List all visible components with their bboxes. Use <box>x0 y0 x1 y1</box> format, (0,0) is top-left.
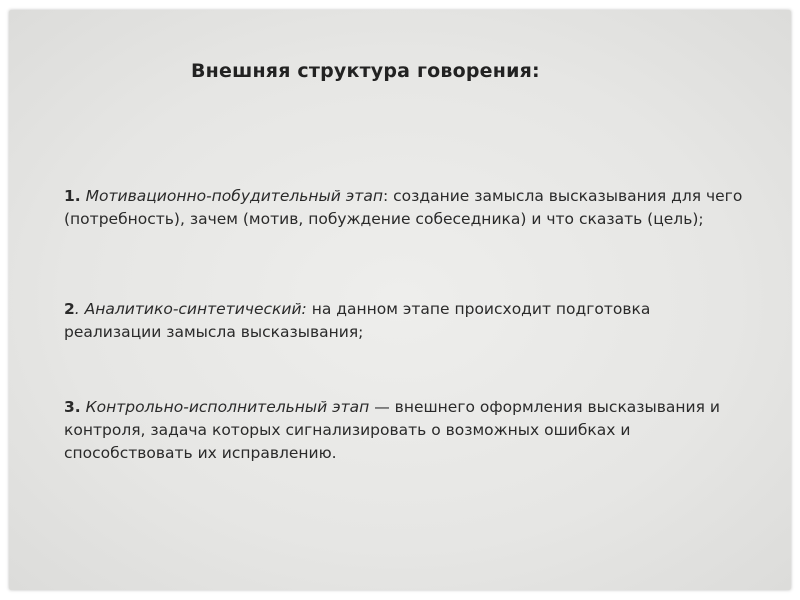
slide <box>9 10 791 590</box>
item-number: 3. <box>64 398 81 416</box>
item-text: — внешнего оформления высказывания и контроля, задача которых сигнализировать о возможных ошибках и способствовать их исправлению. <box>64 398 720 462</box>
item-term: Контрольно-исполнительный этап <box>80 398 370 416</box>
list-item-analytic-stage <box>64 298 744 344</box>
item-term: Мотивационно-побудительный этап <box>85 187 383 205</box>
item-text: : создание замысла высказывания для чего (потребность), зачем (мотив, побуждение собеседника) и что сказать (цель); <box>64 187 743 228</box>
list-item-control-stage <box>64 396 754 465</box>
item-number: 2 <box>64 300 75 318</box>
item-text: на данном этапе происходит подготовка реализации замысла высказывания; <box>64 300 651 341</box>
slide-title: Внешняя структура говорения: <box>191 60 540 82</box>
item-term: . Аналитико-синтетический: <box>74 300 307 318</box>
item-number: 1. <box>64 187 81 205</box>
list-item-motivational-stage <box>64 185 744 231</box>
